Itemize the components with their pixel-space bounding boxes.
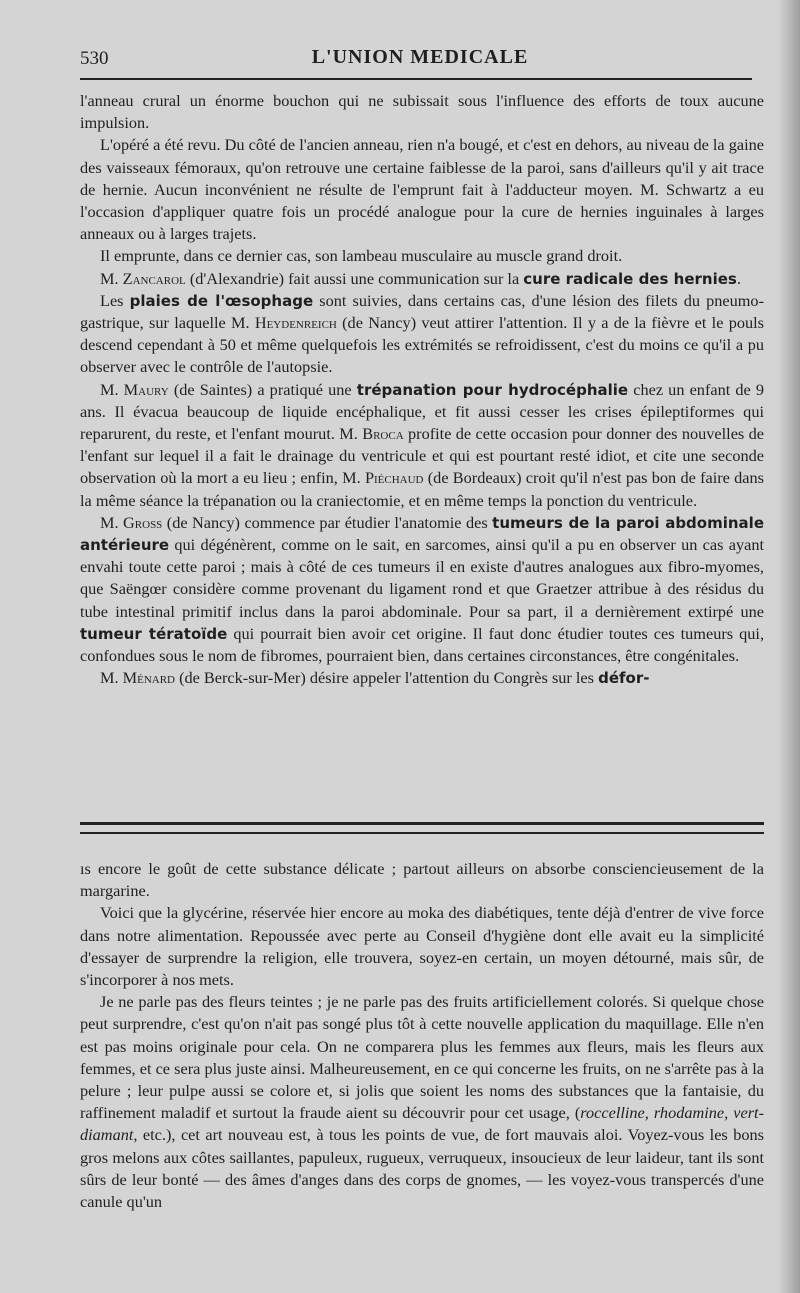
topic-heading: défor- bbox=[598, 669, 650, 688]
paragraph: M. Zancarol (d'Alexandrie) fait aussi une communication sur la cure radicale des hernies. bbox=[100, 268, 741, 288]
topic-heading: tumeur tératoïde bbox=[80, 624, 228, 643]
italic-terms: roccelline, rhodamine, vert-diamant, bbox=[80, 1103, 764, 1145]
author-name: Piéchaud bbox=[364, 468, 424, 488]
topic-heading: tumeurs de la paroi abdominale antérieure bbox=[80, 513, 764, 555]
paragraph: M. Ménard (de Berck-sur-Mer) désire appeler l'attention du Congrès sur les défor- bbox=[100, 668, 650, 688]
author-name: Ménard bbox=[122, 668, 175, 688]
paragraph: M. Maury (de Saintes) a pratiqué une trépanation pour hydrocéphalie chez un enfant de 9 ans. Il évacua beaucoup de liquide encéphalique, et fit aussi cesser les crises épileptiformes qui reparurent, du reste, et l'enfant mourut. M. Broca profite de cette occasion pour donner des nouvelles de l'enfant sur lequel il a fait le drainage du ventricule et qui est pourtant resté idiot, et cite une seconde observation où la mort a eu lieu ; enfin, M. Piéchaud (de Bordeaux) croit qu'il n'est pas bon de faire dans la même séance la trépanation ou la craniectomie, et en même temps la ponction du ventricule. bbox=[80, 379, 765, 510]
paragraph: Voici que la glycérine, réservée hier encore au moka des diabétiques, tente déjà d'entrer de vive force dans notre alimentation. Repoussée avec perte au Conseil d'hygiène dont elle avait eu la simplicité d'essayer de surprendre la religion, elle trouvera, soyez-en certain, un moyen détourné, mais sûr, de s'incorporer à nos mets. bbox=[80, 903, 764, 990]
paragraph: Je ne parle pas des fleurs teintes ; je ne parle pas des fruits artificiellement colorés. Si quelque chose peut surprendre, c'est qu'on n'ait pas songé plus tôt à cette nouvelle application du maquillage. Elle n'en est pas moins originale pour cela. On ne comparera plus les femmes aux fleurs, mais les fleurs aux femmes, et ce sera plus juste ainsi. Malheureusement, en ce qui concerne les fruits, on ne s'arrête pas à la pelure ; leur pulpe aussi se colore et, si jolis que soient les noms des substances que la fantaisie, du raffinement maladif et surtout la fraude aient su découvrir pour cet usage, (roccelline, rhodamine, vert-diamant, etc.), cet art nouveau est, à tous les points de vue, de fort mauvais aloi. Voyez-vous les bons gros melons aux côtes saillantes, papuleux, rugueux, verruqueux, insoucieux de leur laideur, tant ils sont sûrs de leur bonté — des âmes d'anges dans des corps de gnomes, — les voyez-vous transpercés d'une canule qu'un bbox=[80, 992, 764, 1212]
paragraph: L'opéré a été revu. Du côté de l'ancien anneau, rien n'a bougé, et c'est en dehors, au niveau de la gaine des vaisseaux fémoraux, qu'on retrouve une certaine faiblesse de la paroi, sans d'ailleurs qu'il y ait trace de hernie. Aucun inconvénient ne résulte de l'emprunt fait à l'adducteur moyen. M. Schwartz a eu l'occasion d'appliquer quatre fois un procédé analogue pour la cure de hernies inguinales à larges anneaux ou à larges trajets. bbox=[80, 135, 764, 244]
header-rule bbox=[80, 78, 752, 80]
paragraph: M. Gross (de Nancy) commence par étudier l'anatomie des tumeurs de la paroi abdominale antérieure qui dégénèrent, comme on le sait, en sarcomes, ainsi qu'il a pu en observer un cas ayant envahi toute cette paroi ; mais à côté de ces tumeurs il en existe d'autres analogues aux fibro-myomes, que Saëngœr considère comme provenant du ligament rond et que Graetzer attribue à des résidus du tube intestinal primitif inclus dans la paroi abdominale. Pour sa part, il a dernièrement extirpé une tumeur tératoïde qui pourrait bien avoir cet origine. Il faut donc étudier toutes ces tumeurs qui, confondues sous le nom de fibromes, pourraient bien, dans certaines circonstances, être congénitales. bbox=[80, 512, 765, 666]
page-number: 530 bbox=[80, 48, 109, 69]
paragraph: Il emprunte, dans ce dernier cas, son lambeau musculaire au muscle grand droit. bbox=[100, 246, 623, 266]
topic-heading: trépanation pour hydrocéphalie bbox=[356, 380, 629, 399]
page-header bbox=[80, 44, 760, 74]
running-title: L'UNION MEDICALE bbox=[311, 46, 529, 68]
author-name: Maury bbox=[123, 379, 169, 399]
paragraph: Les plaies de l'œsophage sont suivies, dans certains cas, d'une lésion des filets du pneumo-gastrique, sur laquelle M. Heydenreich (de Nancy) veut attirer l'attention. Il y a de la fièvre et le pouls descend cependant à 50 et même quelquefois les extrémités se refroidissent, c'est du moins ce qu'il a pu observer avec le contrôle de l'autopsie. bbox=[80, 290, 764, 377]
feuilleton-body bbox=[80, 858, 764, 1213]
author-name: Broca bbox=[362, 424, 404, 444]
paragraph: l'anneau crural un énorme bouchon qui ne subissait sous l'influence des efforts de toux aucune impulsion. bbox=[80, 91, 764, 133]
section-divider bbox=[80, 832, 764, 834]
topic-heading: cure radicale des hernies bbox=[523, 269, 737, 288]
paragraph: ıs encore le goût de cette substance délicate ; partout ailleurs on absorbe consciencieusement de la margarine. bbox=[80, 859, 764, 901]
article-body bbox=[80, 90, 764, 689]
author-name: Zancarol bbox=[122, 268, 186, 288]
section-divider bbox=[80, 822, 764, 825]
author-name: Gross bbox=[123, 512, 163, 532]
author-name: Heydenreich bbox=[254, 313, 337, 333]
topic-heading: plaies de l'œsophage bbox=[129, 291, 314, 310]
